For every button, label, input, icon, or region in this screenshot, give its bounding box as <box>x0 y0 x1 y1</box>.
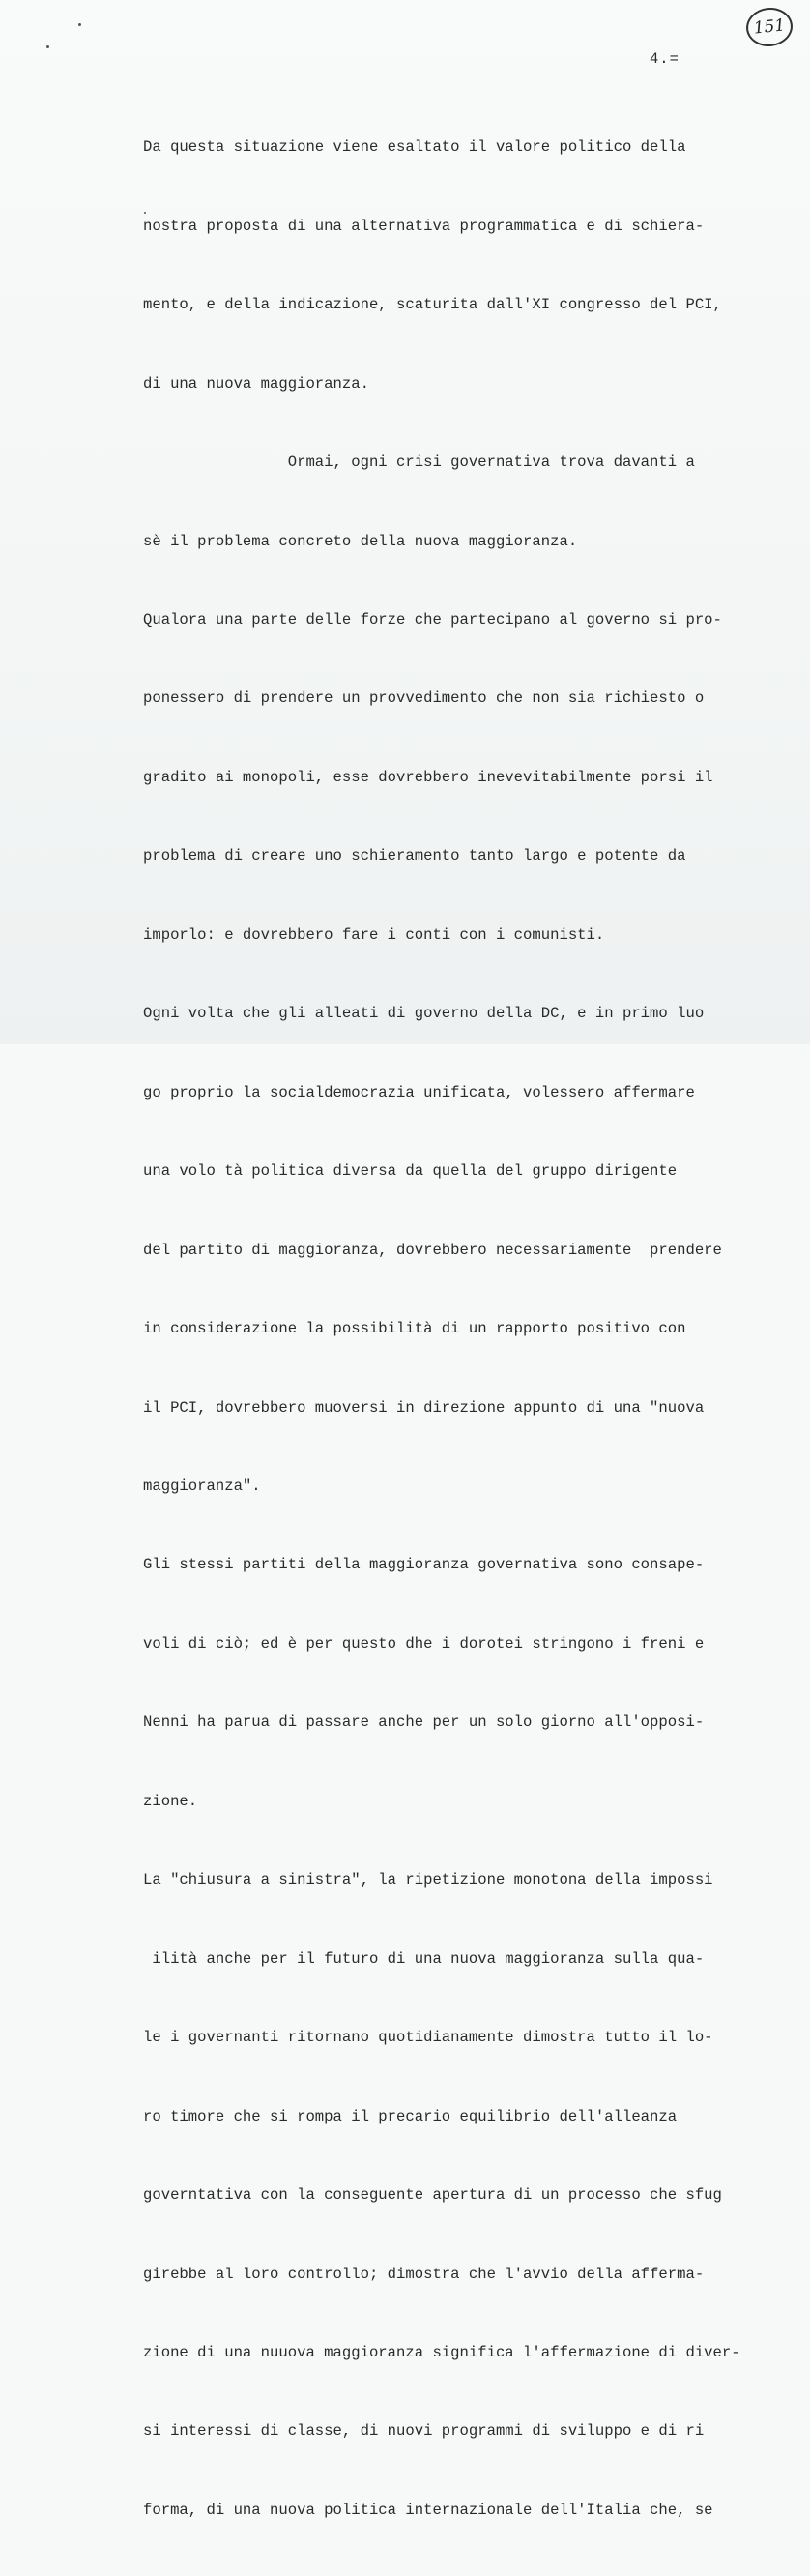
text-line: zione. <box>143 1792 198 1810</box>
body-text <box>143 82 800 2576</box>
text-line: gradito ai monopoli, esse dovrebbero inevevitabilmente porsi il <box>143 768 713 786</box>
text-line: Ormai, ogni crisi governativa trova davanti a <box>143 454 695 472</box>
text-line: zione di una nuuova maggioranza significa l'affermazione di diver- <box>143 2344 740 2361</box>
text-line: si interessi di classe, di nuovi programmi di sviluppo e di ri <box>143 2422 705 2441</box>
text-line: in considerazione la possibilità di un rapporto positivo con <box>143 1320 686 1338</box>
text-line: imporlo: e dovrebbero fare i conti con i comunisti. <box>143 925 605 944</box>
text-line: Gli stessi partiti della maggioranza governativa sono consape- <box>143 1556 705 1574</box>
text-line: mento, e della indicazione, scaturita dall'XI congresso del PCI, <box>143 296 722 314</box>
text-line: girebbe al loro controllo; dimostra che l'avvio della afferma- <box>143 2265 705 2283</box>
text-line: Ogni volta che gli alleati di governo della DC, e in primo luo <box>143 1005 705 1023</box>
page-stamp: 151 <box>744 6 795 49</box>
text-line: il PCI, dovrebbero muoversi in direzione appunto di una "nuova <box>143 1398 705 1417</box>
text-line: le i governanti ritornano quotidianamente dimostra tutto il lo- <box>143 2029 713 2047</box>
text-line: una volo tà politica diversa da quella del gruppo dirigente <box>143 1162 678 1181</box>
text-line: del partito di maggioranza, dovrebbero necessariamente prendere <box>143 1241 722 1259</box>
text-line: sè il problema concreto della nuova maggioranza. <box>143 532 578 550</box>
text-line: ilità anche per il futuro di una nuova maggioranza sulla qua- <box>143 1949 705 1968</box>
text-line: ponessero di prendere un provvedimento che non sia richiesto o <box>143 689 705 708</box>
text-line: Qualora una parte delle forze che partecipano al governo si pro- <box>143 611 722 629</box>
text-line: go proprio la socialdemocrazia unificata, volessero affermare <box>143 1083 695 1101</box>
text-line: di una nuova maggioranza. <box>143 374 369 393</box>
page-number: 4.= <box>650 50 680 68</box>
text-line: La "chiusura a sinistra", la ripetizione monotona della impossi <box>143 1871 713 1889</box>
text-line: problema di creare uno schieramento tanto largo e potente da <box>143 847 686 865</box>
text-line: forma, di una nuova politica internazionale dell'Italia che, se <box>143 2501 713 2519</box>
text-line: voli di ciò; ed è per questo dhe i dorotei stringono i freni e <box>143 1634 705 1653</box>
text-line: maggioranza". <box>143 1478 261 1496</box>
speck-mark <box>78 23 81 26</box>
text-line: nostra proposta di una alternativa programmatica e di schiera- <box>143 217 705 235</box>
speck-mark <box>46 45 49 48</box>
text-line: Da questa situazione viene esaltato il valore politico della <box>143 138 686 157</box>
text-line: Nenni ha parua di passare anche per un solo giorno all'opposi- <box>143 1713 705 1732</box>
text-line: ro timore che si rompa il precario equilibrio dell'alleanza <box>143 2107 678 2125</box>
text-line: governtativa con la conseguente apertura di un processo che sfug <box>143 2186 722 2205</box>
